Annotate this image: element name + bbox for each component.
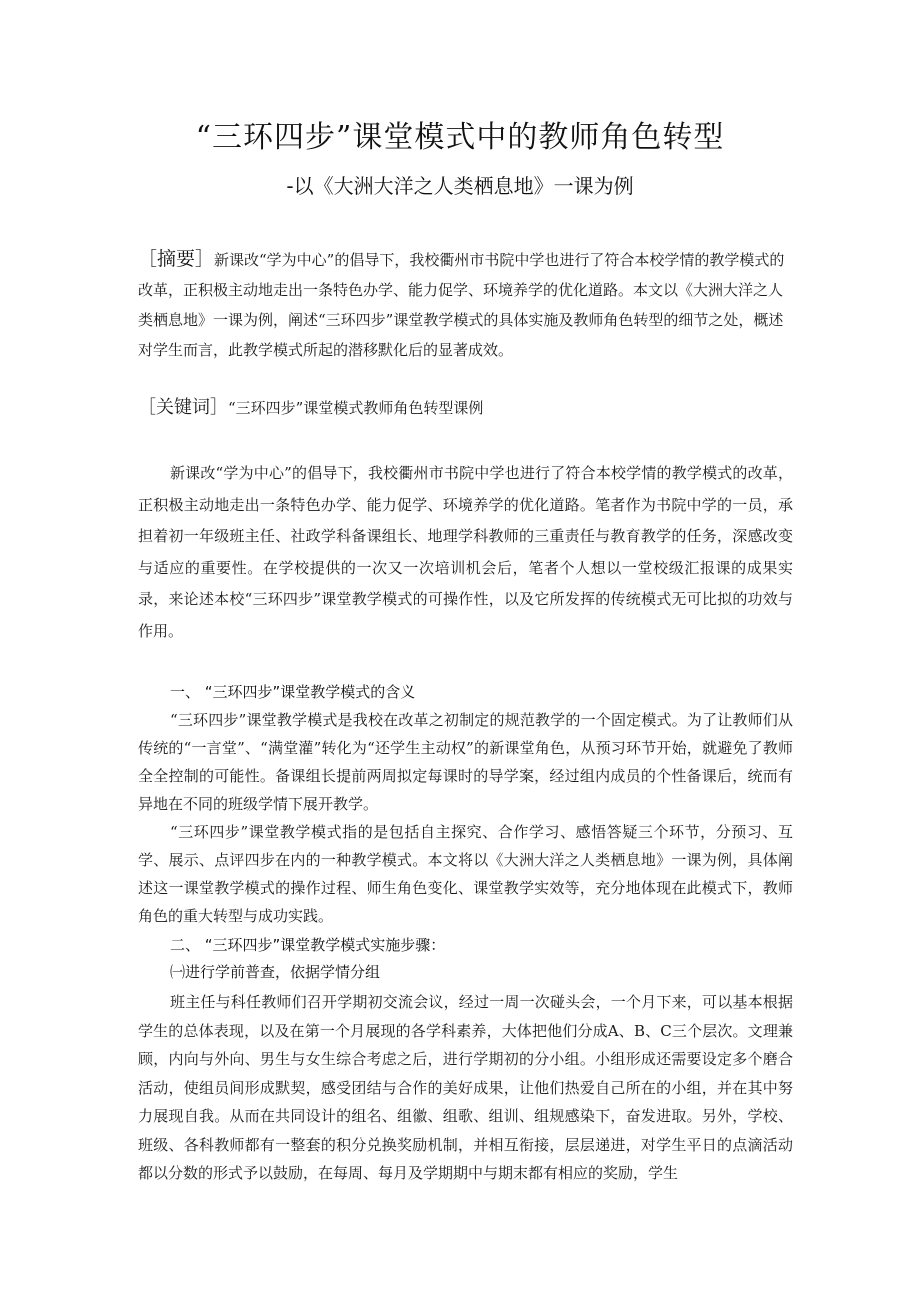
section-heading-1: 一、 “三环四步”课堂教学模式的含义: [170, 683, 416, 701]
paragraph-definition: “三环四步”课堂教学模式是我校在改革之初制定的规范教学的一个固定模式。为了让教师们从传统的“一言堂”、“满堂灌”转化为“还学生主动权”的新课堂角色，从预习环节开始，就避免了教师全全控制的可能性。备课组长提前两周拟定每课时的导学案，经过组内成员的个性备课后，统而有异地在不同的班级学情下展开教学。: [138, 711, 793, 813]
keywords-block: [138, 393, 483, 419]
abstract-label: ［摘要］: [138, 248, 215, 270]
section-heading-2: 二、 “三环四步”课堂教学模式实施步骤：: [170, 936, 446, 954]
abstract-text: 新课改“学为中心”的倡导下，我校衢州市书院中学也进行了符合本校学情的教学模式的改革，正积极主动地走出一条特色办学、能力促学、环境养学的优化道路。本文以《大洲大洋之人类栖息地》一课为例，阐述“三环四步”课堂教学模式的具体实施及教师角色转型的细节之处，概述对学生而言，此教学模式所起的潜移默化后的显著成效。: [138, 251, 785, 359]
paragraph-model-description: “三环四步”课堂教学模式指的是包括自主探究、合作学习、感悟答疑三个环节，分预习、互学、展示、点评四步在内的一种教学模式。本文将以《大洲大洋之人类栖息地》一课为例，具体阐述这一课堂教学模式的操作过程、师生角色变化、课堂教学实效等，充分地体现在此模式下，教师角色的重大转型与成功实践。: [138, 823, 793, 925]
keywords-label: ［关键词］: [138, 397, 228, 418]
document-subtitle: -以《大洲大洋之人类栖息地》一课为例: [286, 174, 634, 198]
subsection-heading-1: ㈠进行学前普查，依据学情分组: [170, 963, 381, 981]
abstract-block: [138, 244, 793, 365]
paragraph-grouping: 班主任与科任教师们召开学期初交流会议，经过一周一次碰头会，一个月下来，可以基本根据学生的总体表现，以及在第一个月展现的各学科素养，大体把他们分成A、B、C三个层次。文理兼顾，内向与外向、男生与女生综合考虑之后，进行学期初的分小组。小组形成还需要设定多个磨合活动，使组员间形成默契，感受团结与合作的美好成果，让他们热爱自己所在的小组，并在其中努力展现自我。从而在共同设计的组名、组徽、组歌、组训、组规感染下，奋发进取。另外，学校、班级、各科教师都有一整套的积分兑换奖励机制，并相互衔接，层层递进，对学生平日的点滴活动都以分数的形式予以鼓励，在每周、每月及学期期中与期末都有相应的奖励，学生: [138, 993, 793, 1182]
document-title: “三环四步”课堂模式中的教师角色转型: [195, 120, 725, 155]
keywords-text: “三环四步”课堂模式教师角色转型课例: [228, 399, 484, 417]
paragraph-intro: 新课改“学为中心”的倡导下，我校衢州市书院中学也进行了符合本校学情的教学模式的改革，正积极主动地走出一条特色办学、能力促学、环境养学的优化道路。笔者作为书院中学的一员，承担着初一年级班主任、社政学科备课组长、地理学科教师的三重责任与教育教学的任务，深感改变与适应的重要性。在学校提供的一次又一次培训机会后，笔者个人想以一堂校级汇报课的成果实录，来论述本校“三环四步”课堂教学模式的可操作性，以及它所发挥的传统模式无可比拟的功效与作用。: [138, 464, 793, 640]
